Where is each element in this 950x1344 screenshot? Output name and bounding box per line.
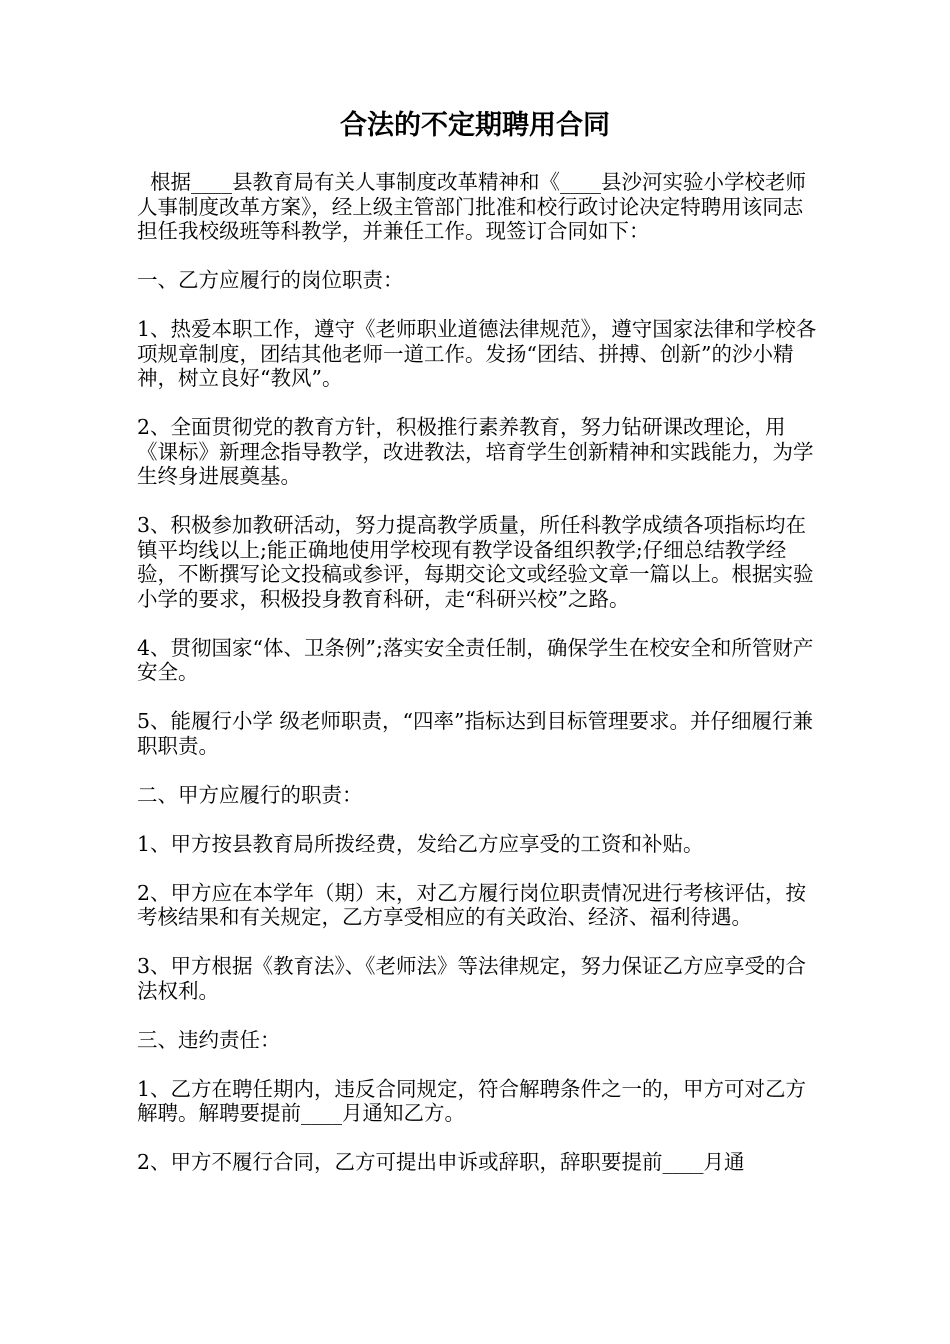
clause-b-4: 4、贯彻国家“体、卫条例”;落实安全责任制，确保学生在校安全和所管财产安全。 (137, 635, 814, 684)
clause-a-3: 3、甲方根据《教育法》、《老师法》等法律规定，努力保证乙方应享受的合法权利。 (137, 954, 807, 1003)
clause-a-2: 2、甲方应在本学年（期）末，对乙方履行岗位职责情况进行考核评估，按考核结果和有关规定，乙方享受相应的有关政治、经济、福利待遇。 (137, 880, 807, 929)
document-body (137, 170, 817, 1199)
section-heading-party-b-duties: 一、乙方应履行的岗位职责： (137, 268, 404, 292)
paragraph-intro: 根据____县教育局有关人事制度改革精神和《____县沙河实验小学校老师人事制度改革方案》，经上级主管部门批准和校行政讨论决定特聘用该同志担任我校级班等科教学，并兼任工作。现签订合同如下： (137, 170, 807, 243)
clause-b-1: 1、热爱本职工作，遵守《老师职业道德法律规范》，遵守国家法律和学校各项规章制度，团结其他老师一道工作。发扬“团结、拼搏、创新”的沙小精神，树立良好“教风”。 (137, 317, 817, 390)
clause-breach-2: 2、甲方不履行合同，乙方可提出申诉或辞职，辞职要提前____月通 (137, 1150, 745, 1174)
section-heading-party-a-duties: 二、甲方应履行的职责： (137, 782, 363, 807)
clause-b-5: 5、能履行小学 级老师职责，“四率”指标达到目标管理要求。并仔细履行兼职职责。 (137, 709, 814, 758)
clause-breach-1: 1、乙方在聘任期内，违反合同规定，符合解聘条件之一的，甲方可对乙方解聘。解聘要提前____月通知乙方。 (137, 1076, 807, 1125)
clause-a-1: 1、甲方按县教育局所拨经费，发给乙方应享受的工资和补贴。 (137, 831, 704, 856)
document-title: 合法的不定期聘用合同 (340, 110, 610, 141)
clause-b-2: 2、全面贯彻党的教育方针，积极推行素养教育，努力钻研课改理论，用《课标》新理念指导教学，改进教法，培育学生创新精神和实践能力，为学生终身进展奠基。 (137, 415, 814, 488)
clause-b-3: 3、积极参加教研活动，努力提高教学质量，所任科教学成绩各项指标均在镇平均线以上;能正确地使用学校现有教学设备组织教学;仔细总结教学经验，不断撰写论文投稿或参评，每期交论文或经验文章一篇以上。根据实验小学的要求，积极投身教育科研，走“科研兴校”之路。 (137, 513, 814, 611)
section-heading-breach: 三、违约责任： (137, 1027, 281, 1052)
